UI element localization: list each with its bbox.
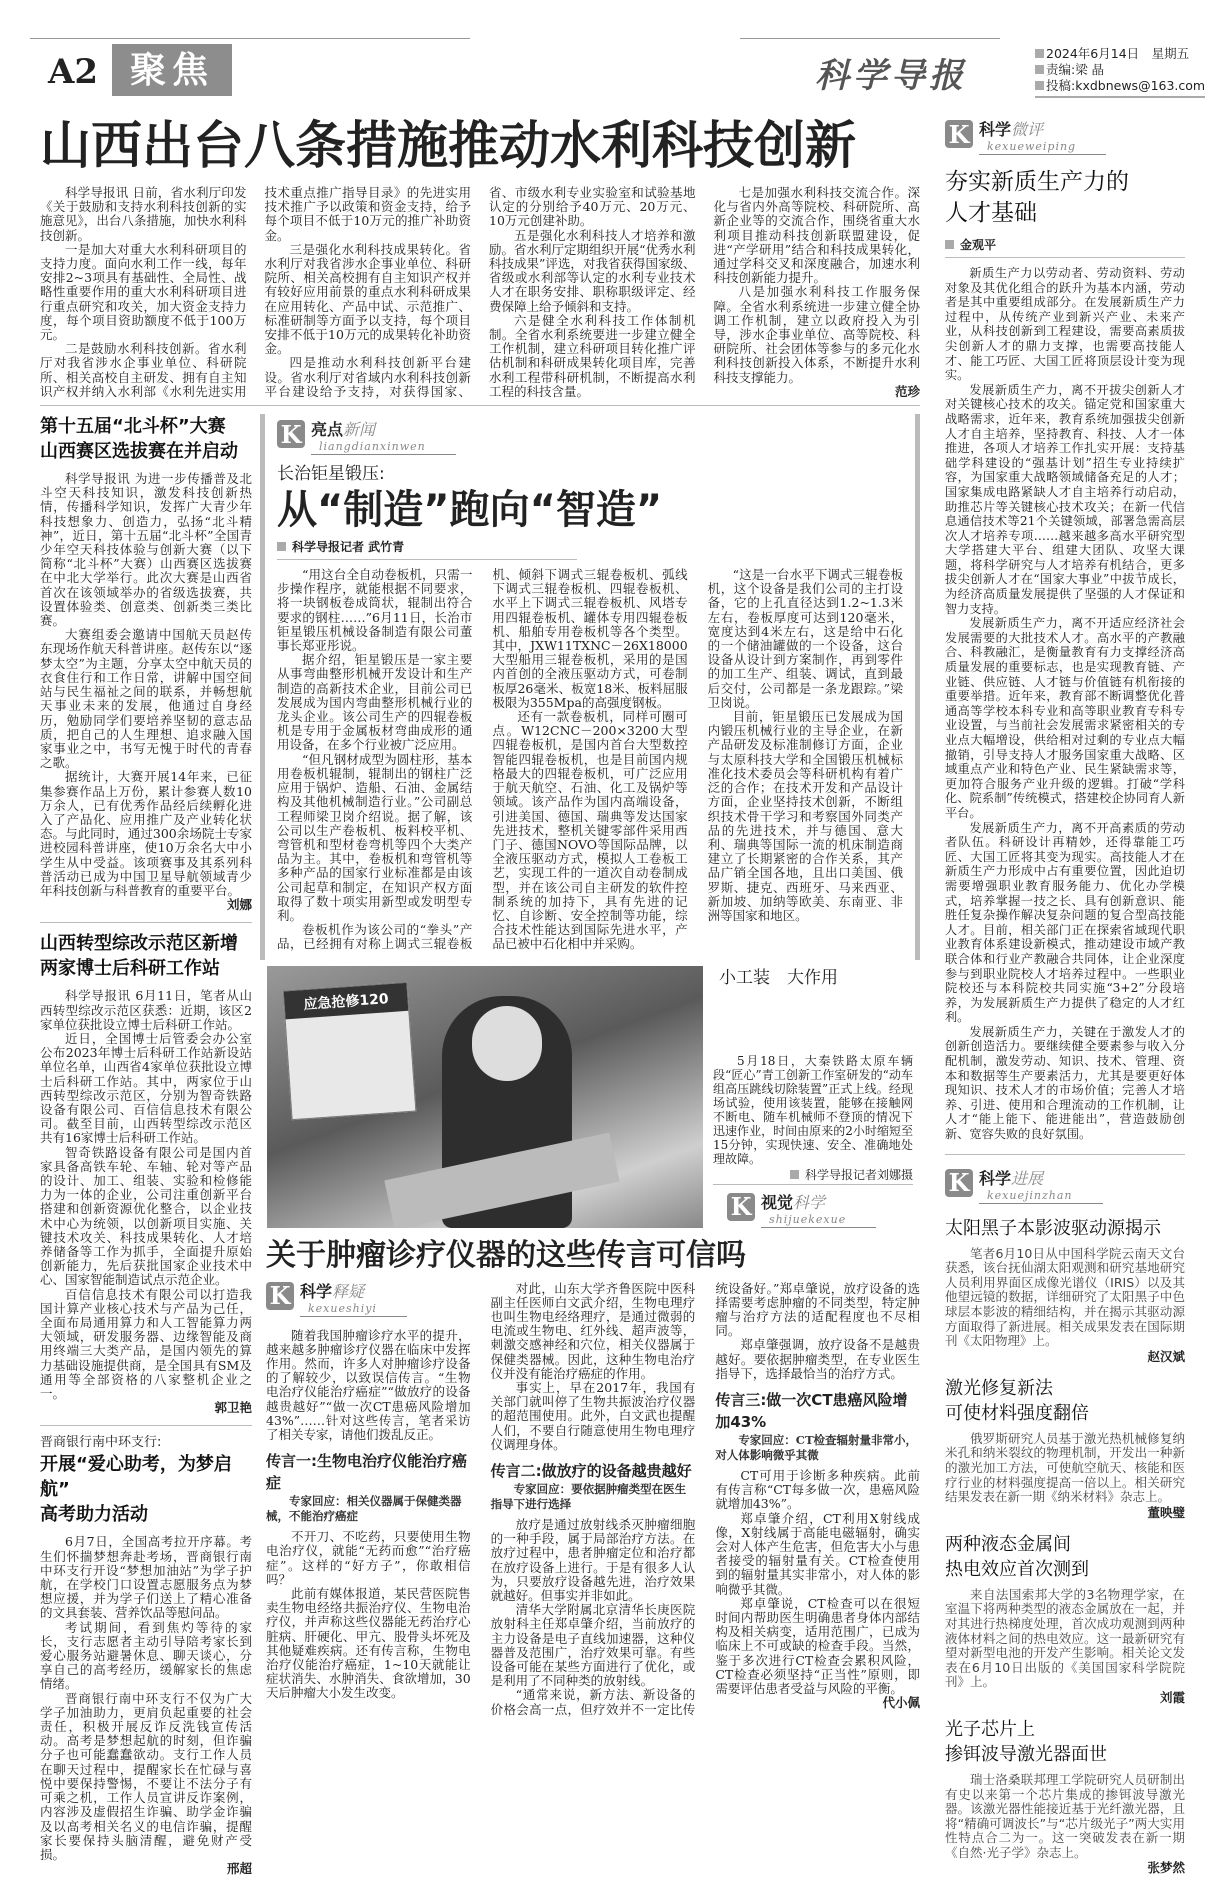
paragraph: 百信信息技术有限公司以打造我国计算产业核心技术与产品为己任，全面布局通用算力和人工智能算力两大领域，研发服务器、边缘智能及商用终端三大类产品，是国内领先的算力基础设施提供商，是全国具有SM及通用等全部资格的八家整机企业之一。	[40, 1286, 252, 1402]
paragraph: 据介绍，钜星锻压是一家主要从事弯曲整形机械开发设计和生产制造的高新技术企业，目前公司已发展成为国内弯曲整形机械行业的龙头企业。该公司生产的四辊卷板机是专用于金属板材弯曲成形的通用设备，在多个行业被广泛应用。	[277, 652, 473, 753]
bank-headline: 开展“爱心助考，为梦启航” 高考助力活动	[40, 1454, 232, 1526]
paragraph: 八是加强水利科技工作服务保障。全省水利系统进一步建立健全协调工作机制，建立以政府投入为引导，涉水企事业单位、高等院校、科研院所、社会团体等参与的多元化水利科技创新投入体系，不断提升水利科技支撑能力。	[713, 284, 920, 385]
k-logo-icon: K	[266, 1282, 294, 1310]
paragraph: 卷板机作为该公司的“拳头”产品，已经拥有对称上调式三辊卷板机、倾斜下调式三辊卷板机、弧线下调式三辊卷板机、四辊卷板机、水平上下调式三辊卷板机、风塔专用四辊卷板机、罐体专用四辊卷板机、船舶专用卷板机等各个类型。其中，JXW11TXNC－26X18000大型船用三辊卷板机，采用的是国内首创的全液压驱动方式，可卷制板厚26毫米、板宽18米、板料屈服极限为355Mpa的高强度钢板。	[277, 567, 688, 952]
expert-response: 专家回应：要依据肿瘤类型在医生指导下进行选择	[490, 1481, 687, 1511]
comment-body	[945, 266, 1185, 1142]
progress-headline: 激光修复新法 可使材料强度翻倍	[945, 1377, 1089, 1424]
paragraph: 郑卓肇说，CT检查可以在很短时间内帮助医生明确患者身体内部结构及相关病变，适用范围广，已成为临床上不可或缺的检查手段。当然，鉴于多次进行CT检查会累积风险，CT检查必须坚持“正当性”原则，即需要评估患者受益与风险的平衡。	[715, 1595, 920, 1696]
photo-title: 小工装 大作用	[719, 967, 838, 988]
paragraph: 智奇铁路设备有限公司是国内首家具备高铁车轮、车轴、轮对等产品的设计、加工、组装、实验和检修能力为一体的企业，公司注重创新平台搭建和创新资源优化整合，以企业技术中心为统领，以创新项目实施、关键技术攻关、科技成果转化、人才培养储备等工作为抓手，全面提升原始创新能力，先后获批国家企业技术中心、国家智能制造试点示范企业。	[40, 1144, 252, 1288]
expert-response: 专家回应：相关仪器属于保健类器械，不能治疗癌症	[266, 1494, 462, 1524]
bank-kicker: 晋商银行南中环支行:	[40, 1435, 162, 1451]
paragraph: 考试期间，看到焦灼等待的家长，支行志愿者主动引导陪考家长到爱心服务站避暑休息、聊天谈心，分享自己的高考经历，缓解家长的焦虑情绪。	[40, 1619, 252, 1692]
beidou-headline: 第十五届“北斗杯”大赛 山西赛区选拔赛在并启动	[40, 416, 238, 463]
paragraph: 还有一款卷板机，同样可圈可点。W12CNC－200×3200大型四辊卷板机，是国内首台大型数控智能四辊卷板机，也是目前国内规格最大的四辊卷板机，可广泛应用于航天航空、石油、化工及锅炉等领域。该产品作为国内高端设备，引进美国、德国、瑞典等发达国家先进技术，整机关键零部件采用西门子、德国NOVO等国际品牌，以全液压驱动方式，模拟人工卷板工艺，实现工件的一道次自动卷制成型，并在该公司自主研发的软件控制系统的加持下，具有先进的记忆、自诊断、安全控制等功能，综合技术性能达到国际先进水平，产品已被中石化相中并采购。	[492, 709, 688, 952]
main-area	[40, 112, 920, 1886]
paragraph: 发展新质生产力，离不开适应经济社会发展需要的大批技术人才。高水平的产教融合、科教融汇，是衡量教育有力支撑经济高质量发展的重要标志，也是实现教育链、产业链、供应链、人才链与价值链有机衔接的重要举措。近年来，教育部不断调整优化普通高等学校本科专业和高等职业教育专科专业设置，与当前社会发展需求紧密相关的专业点大幅增设，供给相对过剩的专业点大幅撤销，引导支持人才服务国家重大战略、区域重点产业和特色产业、民生紧缺需求等，更加符合服务产业升级的逻辑。打破“学科化、院系制”传统模式，搭建校企协同育人新平台。	[945, 616, 1185, 820]
progress-headline: 两种液态金属间 热电效应首次测到	[945, 1533, 1089, 1580]
paragraph: 新质生产力以劳动者、劳动资料、劳动对象及其优化组合的跃升为基本内涵，劳动者是其中重要组成部分。在发展新质生产力过程中，从传统产业到新兴产业、未来产业，从科技创新到工程建设，需要高素质拔尖创新人才的鼎力支撑，也需要高技能人才、能工巧匠、大国工匠将顶层设计变为现实。	[945, 266, 1185, 383]
progress-text: 笔者6月10日从中国科学院云南天文台获悉，该台抚仙湖太阳观测和研究基地研究人员利用界面区成像光谱仪（IRIS）以及其他望远镜的数据，详细研究了太阳黑子中色球层本影波的精细结构，并在揭示其驱动源方面取得了新进展。相关成果发表在国际期刊《太阳物理》上。	[945, 1245, 1185, 1349]
progress-text: 俄罗斯研究人员基于激光热机械修复纳米孔和纳米裂纹的物理机制，开发出一种新的激光加工方法，可使航空航天、核能和医疗行业的材料强度提高一倍以上。相关研究结果发表在新一期《纳米材料》杂志上。	[945, 1430, 1185, 1505]
paragraph: 事实上，早在2017年，我国有关部门就叫停了生物共振波治疗仪器的超范围使用。此外，白文武也提醒人们，不要自行随意使用生物电理疗仪调理身体。	[490, 1379, 696, 1452]
paragraph: 科学导报讯 日前，省水利厅印发《关于鼓励和支持水利科技创新的实施意见》，出台八条措施，加快水利科技创新。	[40, 185, 247, 243]
bank-author: 邢超	[226, 1861, 252, 1877]
rumor-subhead: 传言二:做放疗的设备越贵越好	[490, 1461, 692, 1480]
paragraph: 科学导报讯 为进一步传播普及北斗空天科技知识，激发科技创新热情，传播科学知识，发挥广大青少年科技想象力、创造力，弘扬“北斗精神”，近日，第十五届“北斗杯”全国青少年空天科技体验与创新大赛（以下简称“北斗杯”大赛）山西赛区选拔赛在中北大学举行。此次大赛是山西省首次在该领域举办的省级选拔赛，共设置体验类、创意类、创新类三类比赛。	[40, 471, 252, 629]
paragraph: “但凡钢材成型为圆柱形，基本用卷板机辊制，辊制出的钢柱广泛应用于锅炉、造船、石油、金属结构及其他机械制造行业。”公司副总工程师梁卫岗介绍说。据了解，该公司以生产卷板机、板料校平机、弯管机和型材卷弯机等四个大类产品为主。其中，卷板机和弯管机等多种产品的国家行业标准都是由该公司起草和制定，在知识产权方面取得了数十项实用新型或发明型专利。	[277, 751, 473, 923]
paragraph: 三是强化水利科技成果转化。省水利厅对我省涉水企事业单位、科研院所、相关高校拥有自主知识产权并有较好应用前景的重点水利科研成果在应用转化、产品中试、示范推广、标准研制等方面予以支持，每个项目安排不低于10万元的成果转化补助资金。	[264, 241, 471, 357]
paragraph: 发展新质生产力，离不开高素质的劳动者队伍。科研设计再精妙，还得靠能工巧匠、大国工匠将其变为现实。高技能人才在新质生产力形成中占有重要位置，因此迫切需要增强职业教育服务能力、优化办学模式，培养掌握一技之长、具有创新意识、能胜任复杂操作解决复杂问题的复合型高技能人才。目前，相关部门正在探索省域现代职业教育体系建设新模式，推动建设市域产教联合体和行业产教融合共同体，让企业深度参与到职业院校人才培养过程中。一些职业院校还与本科院校共同实施“3+2”分段培养，为发展新质生产力提供了稳定的人才红利。	[945, 820, 1185, 1025]
feature-box	[260, 414, 920, 959]
paragraph: 七是加强水利科技交流合作。深化与省内外高等院校、科研院所、高新企业等的交流合作，围绕省重大水利项目推动科技创新联盟建设，促进“产学研用”结合和科技成果转化，通过学科交叉和深度融合，加速水利科技创新能力提升。	[713, 185, 920, 286]
paragraph: 此前有媒体报道，某民营医院售卖生物电经络共振治疗仪、生物电治疗仪，并声称这些仪器能无药治疗心脏病、肝硬化、甲亢、股骨头坏死及其他疑难疾病。还有传言称，生物电治疗仪能治疗癌症，1~10天就能让症状消失、水肿消失、食欲增加，30天后肿瘤大小发生改变。	[266, 1585, 471, 1701]
progress-headline: 光子芯片上 掺铒波导激光器面世	[945, 1718, 1107, 1765]
comment-author: 金观平	[945, 237, 1185, 258]
photo-side	[713, 966, 913, 1228]
postdoc-author: 郭卫艳	[214, 1400, 252, 1416]
beidou-author: 刘娜	[226, 897, 252, 913]
postdoc-article	[40, 931, 252, 1415]
progress-item	[945, 1532, 1185, 1705]
progress-item	[945, 1376, 1185, 1520]
paragraph: 发展新质生产力，离不开拔尖创新人才对关键核心技术的攻关。锚定党和国家重大战略需求，近年来，教育系统加强拔尖创新人才自主培养，坚持教育、科技、人才一体推进，各项人才培养工作扎实开展：支持基础学科建设的“强基计划”招生专业持续扩容，为国家重大战略领域储备充足的人才；国家集成电路紧缺人才自主培养行动启动，助推芯片等关键核心技术攻关；在新一代信息通信技术等21个关键领域，部署急需高层次人才培养专项……越来越多高水平研究型大学搭建大平台、组建大团队、攻坚大课题，将科学研究与人才培养有机结合，更多拔尖创新人才在“国家大事业”中拔节成长，为经济高质量发展提供了坚强的人才保证和智力支持。	[945, 382, 1185, 616]
comment-headline: 夯实新质生产力的 人才基础	[945, 169, 1129, 226]
photo-column-logo: K 视觉科学 shijuekexue	[713, 1193, 913, 1228]
tumor-body	[260, 1282, 920, 1717]
progress-author: 张梦然	[1147, 1860, 1185, 1876]
paragraph: 二是鼓励水利科技创新。省水利厅对我省涉水企事业单位、科研院所、相关高校自主研发、拥有自主知识产权并纳入水利部《水利先进实用技术重点推广指导目录》的先进实用技术推广予以政策和资金支持，给予每个项目不低于10万元的推广补助资金。	[40, 185, 471, 399]
editor: 责编:梁 晶	[1046, 62, 1105, 77]
bank-article	[40, 1434, 252, 1876]
tumor-column-logo: K 科学释疑 kexueshiyi	[266, 1282, 471, 1317]
feature-body	[277, 568, 903, 951]
feature-column-logo: K 亮点新闻 liangdianxinwen	[277, 420, 903, 455]
masthead-info	[1035, 46, 1205, 98]
paragraph: 科学导报讯 6月11日，笔者从山西转型综改示范区获悉：近期，该区2家单位获批设立博士后科研工作站。	[40, 988, 252, 1032]
news-photo	[267, 966, 703, 1228]
right-column	[945, 120, 1185, 1887]
paragraph: 四是推动水利科技创新平台建设。省水利厅对省域内水利科技创新平台建设给予支持，对获得国家、省、市级水利专业实验室和试验基地认定的分别给予40万元、20万元、10万元创建补助。	[264, 185, 696, 399]
comment-column-logo: K 科学微评 kexueweiping	[945, 120, 1185, 155]
masthead	[0, 0, 1220, 110]
submission-email[interactable]: 投稿:kxdbnews@163.com	[1046, 78, 1206, 93]
feature-byline: 科学导报记者 武竹青	[277, 539, 577, 560]
feature-kicker: 长治钜星锻压:	[277, 464, 385, 485]
paragraph: 据统计，大赛开展14年来，已征集参赛作品上万份，累计参赛人数10万余人，已有优秀作品经后续孵化进入了产品化、应用推广及产业转化状态。与此同时，通过300余场院士专家进校园科普讲座，使10万余名大中小学生从中受益。该项赛事及其系列科普活动已成为中国卫星导航领域青少年科技创新与科普教育的重要平台。	[40, 769, 252, 898]
beidou-article	[40, 414, 252, 912]
rumor-subhead: 传言三:做一次CT患癌风险增加43%	[715, 1390, 908, 1431]
progress-item	[945, 1216, 1185, 1364]
lead-author: 范珍	[894, 383, 920, 399]
paragraph: 晋商银行南中环支行不仅为广大学子加油助力，更肩负起重要的社会责任，积极开展反诈反洗钱宣传活动。高考是梦想起航的时刻，但诈骗分子也可能蠢蠢欲动。支行工作人员在聊天过程中，提醒家长在忙碌与喜悦中要保持警惕，不要让不法分子有可乘之机，工作人员宣讲反诈案例，内容涉及虚假招生诈骗、助学金诈骗及以高考相关名义的电信诈骗，提醒家长要保持头脑清醒，避免财产受损。	[40, 1690, 252, 1862]
k-logo-icon: K	[945, 120, 973, 148]
paragraph: 郑卓肇强调，放疗设备不是越贵越好。要依据肿瘤类型，在专业医生指导下，选择最恰当的治疗方式。	[715, 1337, 920, 1381]
feature-headline: 从“制造”跑向“智造”	[277, 487, 663, 534]
progress-text: 来自法国索邦大学的3名物理学家，在室温下将两种类型的液态金属放在一起，并对其进行热梯度处理，首次成功观测到两种液体材料之间的热电效应。这一最新研究有望对新型电池的开发产生影响。相关论文发表在6月10日出版的《美国国家科学院院刊》上。	[945, 1586, 1185, 1690]
paragraph: 放疗是通过放射线杀灭肿瘤细胞的一种手段，属于局部治疗方法。在放疗过程中，患者肿瘤定位和治疗都在放疗设备上进行。于是有很多人认为，只要放疗设备越先进，治疗效果就越好。但事实并非如此。	[490, 1516, 696, 1603]
section-badge: 聚焦	[112, 44, 232, 96]
paragraph: 近日，全国博士后管委会办公室公布2023年博士后科研工作站新设站单位名单，山西省4家单位获批设立博士后科研工作站。其中，两家位于山西转型综改示范区，分别为智奇铁路设备有限公司、百信信息技术有限公司。截至目前，山西转型综改示范区共有16家博士后科研工作站。	[40, 1030, 252, 1146]
progress-list	[945, 1216, 1185, 1876]
progress-author: 赵汉斌	[1147, 1348, 1185, 1364]
lead-headline: 山西出台八条措施推动水利科技创新	[40, 117, 857, 176]
expert-response: 专家回应：CT检查辐射量非常小，对人体影响微乎其微	[715, 1432, 918, 1462]
progress-author: 董映璧	[1147, 1504, 1185, 1520]
photo-credit: 科学导报记者刘娜摄	[804, 1167, 913, 1182]
paragraph: 郑卓肇介绍，CT利用X射线成像，X射线属于高能电磁辐射，确实会对人体产生危害，但危害大小与患者接受的辐射量有关。CT检查使用到的辐射量其实非常小，对人体的影响微乎其微。	[715, 1510, 920, 1597]
photo-row	[260, 966, 920, 1228]
paragraph: “这是一台水平下调式三辊卷板机，这个设备是我们公司的主打设备，它的上孔直径达到1.2~1.3米左右，卷板厚度可达到120毫米，宽度达到4米左右，这是给中石化的一个储油罐做的一个设备，这台设备从设计到方案制作，再到零件的加工生产、组装、调试，直到最后交付，公司都是一条龙跟踪。”梁卫岗说。	[707, 567, 903, 710]
newspaper-logo: 科学导报	[815, 56, 967, 96]
paragraph: 发展新质生产力，关键在于激发人才的创新创造活力。要继续健全要素参与收入分配机制，激发劳动、知识、技术、管理、资本和数据等生产要素活力，尤其是要更好体现知识、技术人才的市场价值；完善人才培养、引进、使用和合理流动的工作机制，让人才“能上能下、能进能出”，营造鼓励创新、宽容失败的良好氛围。	[945, 1024, 1185, 1142]
paragraph: 五是强化水利科技人才培养和激励。省水利厅定期组织开展“优秀水利科技成果”评选，对我省获得国家级、省级或水利部等认定的水利专业技术人才在职务安排、职称职级评定、经费保障上给予倾斜和支持。	[489, 227, 696, 314]
page-number: A2	[48, 52, 99, 92]
paragraph: 一是加大对重大水利科研项目的支持力度。面向水利工作一线，每年安排2~3项具有基础性、全局性、战略性重要作用的重大水利科研项目进行重点研究和攻关，加大资金支持力度，每个项目资助额度不低于100万元。	[40, 241, 247, 343]
photo-caption: 5月18日，大秦铁路太原车辆段“匠心”青工创新工作室研发的“动车组高压跳线切除装置”正式上线。经现场试验，使用该装置，能够在接触网不断电、随车机械师不登顶的情况下迅速作业，时间由原来的2小时缩短至15分钟，实现快速、安全、准确地处理故障。 科学导报记者刘娜摄	[713, 1046, 913, 1185]
paragraph: 6月7日，全国高考拉开序幕。考生们怀揣梦想奔赴考场，晋商银行南中环支行开设“梦想加油站”为学子护航，在学校门口设置志愿服务点为梦想应援，并为学子们送上了精心准备的文具套装、营养饮品等慰问品。	[40, 1534, 252, 1621]
paragraph: 不开刀、不吃药，只要使用生物电治疗仪，就能“无药而愈”“治疗癌症”。这样的“好方子”，你敢相信吗？	[266, 1529, 471, 1587]
k-logo-icon: K	[277, 420, 305, 448]
paragraph: 清华大学附属北京清华长庚医院放射科主任郑卓肇介绍，当前放疗的主力设备是电子直线加速器，这种仪器普及范围广，治疗效果可靠。有些设备可能在某些方面进行了优化，或是利用了不同种类的放射线。	[490, 1602, 696, 1689]
progress-column-logo: K 科学进展 kexuejinzhan	[945, 1169, 1185, 1204]
progress-headline: 太阳黑子本影波驱动源揭示	[945, 1217, 1161, 1239]
progress-author: 刘霞	[1159, 1689, 1185, 1705]
progress-item	[945, 1717, 1185, 1876]
paragraph: 目前，钜星锻压已发展成为国内锻压机械行业的主导企业，在新产品研发及标准制修订方面，企业与太原科技大学和全国锻压机械标准化技术委员会等科研机构有着广泛的合作；在技术开发和产品设计方面，企业坚持技术创新，不断组织技术骨干学习和考察国外同类产品的先进技术，并与德国、意大利、瑞典等国际一流的机床制造商建立了长期紧密的合作关系，其产品广销全国各地，且出口美国、俄罗斯、捷克、西班牙、马来西亚、新加坡、加纳等欧美、东南亚、非洲等国家和地区。	[707, 709, 903, 923]
paragraph: 大赛组委会邀请中国航天员赵传东现场作航天科普讲座。赵传东以“逐梦太空”为主题，分享太空中航天员的衣食住行和工作日常，讲解中国空间站与民生福祉之间的联系，并畅想航天事业未来的发展，他通过自身经历，勉励同学们要培养坚韧的意志品质，把自己的人生理想、追求融入国家事业之中，书写无愧于时代的青春之歌。	[40, 627, 252, 771]
rumor-subhead: 传言一:生物电治疗仪能治疗癌症	[266, 1452, 467, 1493]
paragraph: 六是健全水利科技工作体制机制。全省水利系统要进一步建立健全工作机制，建立科研项目转化推广评估机制和科研成果转化项目库，完善水利工程带科研机制，不断提高水利工程的科技含量。	[489, 312, 696, 399]
tumor-author: 代小佩	[882, 1695, 920, 1711]
k-logo-icon: K	[945, 1169, 973, 1197]
paragraph: 对此，山东大学齐鲁医院中医科副主任医师白文武介绍，生物电理疗也叫生物电经络理疗，是通过微弱的电流或生物电、红外线、超声波等，刺激交感神经和穴位，相关仪器属于保健类器械。因此，这种生物电治疗仪并没有能治疗癌症的作用。	[490, 1280, 696, 1381]
tumor-intro: 随着我国肿瘤诊疗水平的提升，越来越多肿瘤诊疗仪器在临床中发挥作用。然而，许多人对肿瘤诊疗设备的了解较少，以致误信传言。“生物电治疗仪能治疗癌症”“做放疗的设备越贵越好”“做一次CT患癌风险增加43%”……针对这些传言，笔者采访了相关专家，请他们拨乱反正。	[266, 1327, 471, 1442]
paragraph: CT可用于诊断多种疾病。此前有传言称“CT每多做一次，患癌风险就增加43%”。	[715, 1467, 920, 1512]
postdoc-headline: 山西转型综改示范区新增 两家博士后科研工作站	[40, 933, 238, 980]
lead-article-body	[40, 186, 920, 399]
issue-date: 2024年6月14日 星期五	[1046, 46, 1190, 61]
k-logo-icon: K	[727, 1193, 755, 1221]
tumor-headline: 关于肿瘤诊疗仪器的这些传言可信吗	[266, 1237, 746, 1273]
photo-sign: 应急抢修120	[283, 981, 417, 1119]
paragraph: “用这台全自动卷板机，只需一步操作程序，就能根据不同要求，将一块钢板卷成筒状，辊制出符合要求的钢柱……”6月11日，长治市钜星锻压机械设备制造有限公司董事长郑亚彤说。	[277, 567, 473, 654]
paragraph: “通常来说，新方法、新设备的价格会高一点，但疗效并不一定比传统设备好。”郑卓肇说，放疗设备的选择需要考虑肿瘤的不同类型，特定肿瘤与治疗方法的适配程度也不尽相同。	[490, 1280, 920, 1717]
progress-text: 瑞士洛桑联邦理工学院研究人员研制出有史以来第一个芯片集成的掺铒波导激光器。该激光器性能接近基于光纤激光器，且将“精确可调波长”与“芯片级光子”两大实用性特点合二为一。这一突破发表在新一期《自然·光子学》杂志上。	[945, 1771, 1185, 1860]
